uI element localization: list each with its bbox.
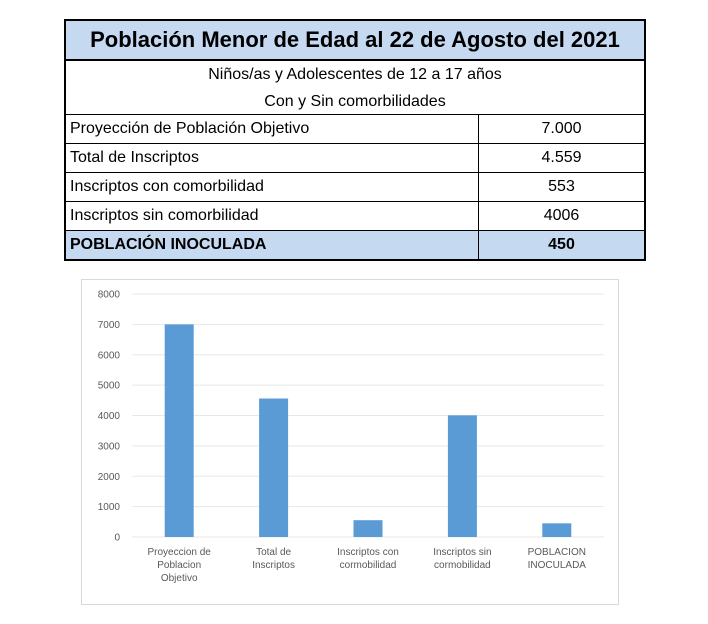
y-tick-label: 2000 [97,471,120,483]
y-tick-label: 3000 [97,441,120,453]
y-tick-label: 5000 [97,380,120,392]
y-tick-label: 8000 [97,289,120,301]
bar [165,324,194,537]
subtitle-line-2: Con y Sin comorbilidades [264,92,446,110]
x-tick-label: Total de Inscriptos [252,547,295,571]
y-tick-label: 7000 [97,319,120,331]
row-value: 553 [548,178,575,195]
row-label: Inscriptos con comorbilidad [66,173,479,201]
bar [354,520,383,537]
table-row [66,202,644,231]
row-value: 4.559 [541,149,582,166]
table-row-total [66,231,644,259]
subtitle-line-1: Niños/as y Adolescentes de 12 a 17 años [208,65,502,83]
y-tick-label: 6000 [97,350,120,362]
table-row [66,144,644,173]
row-label: Total de Inscriptos [66,144,479,172]
table-subtitle [66,61,644,115]
row-label: Proyección de Población Objetivo [66,115,479,143]
x-tick-label: Proyeccion de Poblacion Objetivo [147,547,211,584]
population-table [64,19,646,261]
bar-chart-svg [82,280,618,604]
bar-chart [81,279,619,605]
table-row [66,173,644,202]
x-tick-label: Inscriptos sin cormobilidad [433,547,492,571]
row-label: Inscriptos sin comorbilidad [66,202,479,230]
y-tick-label: 4000 [97,411,120,422]
y-tick-label: 0 [114,532,120,544]
table-row [66,115,644,144]
x-tick-label: POBLACION INOCULADA [527,547,586,571]
row-value: 450 [548,236,575,253]
row-value: 7.000 [541,120,582,137]
bar [259,399,288,537]
table-title: Población Menor de Edad al 22 de Agosto del 2021 [66,21,644,61]
bar [448,415,477,537]
x-tick-label: Inscriptos con cormobilidad [337,547,399,571]
row-value: 4006 [543,207,580,224]
y-tick-label: 1000 [97,502,120,514]
bar [542,523,571,537]
row-label: POBLACIÓN INOCULADA [66,231,479,259]
